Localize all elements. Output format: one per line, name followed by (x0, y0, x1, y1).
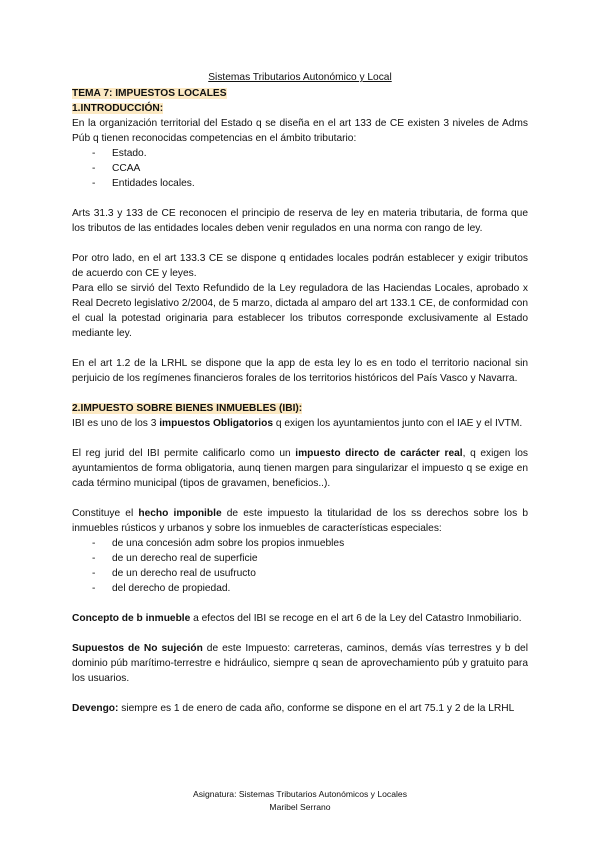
document-page (72, 70, 528, 716)
list-item: - del derecho de propiedad. (92, 581, 528, 596)
ibi-paragraph-3: Constituye el hecho imponible de este impuesto la titularidad de los ss derechos sobre los b inmuebles rústicos y urbanos y sobre los inmuebles de características especiales: (72, 508, 528, 534)
admin-levels-list (72, 146, 528, 191)
rights-list (72, 536, 528, 596)
list-item: - Estado. (92, 146, 528, 161)
page-header-title: Sistemas Tributarios Autonómico y Local (208, 72, 392, 83)
intro-paragraph-3: Por otro lado, en el art 133.3 CE se dispone q entidades locales podrán establecer y exigir tributos de acuerdo con CE y leyes. (72, 253, 528, 279)
ibi-paragraph-4: Concepto de b inmueble a efectos del IBI se recoge en el art 6 de la Ley del Catastro Inmobiliario. (72, 613, 522, 624)
section-2-heading-text: 2.IMPUESTO SOBRE BIENES INMUEBLES (IBI): (72, 403, 303, 414)
bold-term: Concepto de b inmueble (72, 613, 191, 624)
footer-subject: Asignatura: Sistemas Tributarios Autonómicos y Locales (193, 789, 407, 799)
footer-author: Maribel Serrano (269, 801, 331, 812)
bold-term: Supuestos de No sujeción (72, 643, 203, 654)
topic-heading (72, 86, 528, 101)
intro-paragraph-5: En el art 1.2 de la LRHL se dispone que la app de esta ley lo es en todo el territorio nacional sin perjuicio de los regímenes financieros forales de los territorios históricos del País Vasco y Navarra. (72, 358, 528, 384)
intro-paragraph-1: En la organización territorial del Estado q se diseña en el art 133 de CE existen 3 niveles de Adms Púb q tienen reconocidas competencias en el ámbito tributario: (72, 118, 528, 144)
page-footer (0, 788, 600, 813)
ibi-paragraph-6: Devengo: siempre es 1 de enero de cada año, conforme se dispone en el art 75.1 y 2 de la LRHL (72, 703, 515, 714)
section-1-heading-text: 1.INTRODUCCIÓN: (72, 103, 164, 114)
ibi-paragraph-2: El reg jurid del IBI permite calificarlo como un impuesto directo de carácter real, q exigen los ayuntamientos de forma obligatoria, aunq tienen margen para singularizar el impuesto q se exige en cada término municipal (tipos de gravamen, beneficios..). (72, 448, 528, 489)
section-1-heading (72, 101, 528, 116)
list-item: - Entidades locales. (92, 176, 528, 191)
ibi-paragraph-5: Supuestos de No sujeción de este Impuesto: carreteras, caminos, demás vías terrestres y b del dominio púb marítimo-terrestre e hidráulico, siempre q sean de aprovechamiento púb y gratuito para los usuarios. (72, 643, 528, 684)
section-2-heading (72, 401, 528, 416)
bold-term: impuesto directo de carácter real (295, 448, 463, 459)
ibi-paragraph-1: IBI es uno de los 3 impuestos Obligatorios q exigen los ayuntamientos junto con el IAE y el IVTM. (72, 418, 523, 429)
list-item: - de un derecho real de superficie (92, 551, 528, 566)
intro-paragraph-2: Arts 31.3 y 133 de CE reconocen el principio de reserva de ley en materia tributaria, de forma que los tributos de las entidades locales deben venir regulados en una norma con rango de ley. (72, 208, 528, 234)
bold-term: impuestos Obligatorios (159, 418, 273, 429)
list-item: - de una concesión adm sobre los propios inmuebles (92, 536, 528, 551)
intro-paragraph-4: Para ello se sirvió del Texto Refundido de la Ley reguladora de las Haciendas Locales, aprobado x Real Decreto legislativo 2/2004, de 5 marzo, dictada al amparo del art 133.1 CE, de conformidad con el cual la potestad originaria para establecer los tributos corresponde exclusivamente al Estado mediante ley. (72, 283, 528, 339)
list-item: - CCAA (92, 161, 528, 176)
bold-term: hecho imponible (138, 508, 222, 519)
list-item: - de un derecho real de usufructo (92, 566, 528, 581)
bold-term: Devengo: (72, 703, 119, 714)
topic-heading-text: TEMA 7: IMPUESTOS LOCALES (72, 88, 227, 99)
